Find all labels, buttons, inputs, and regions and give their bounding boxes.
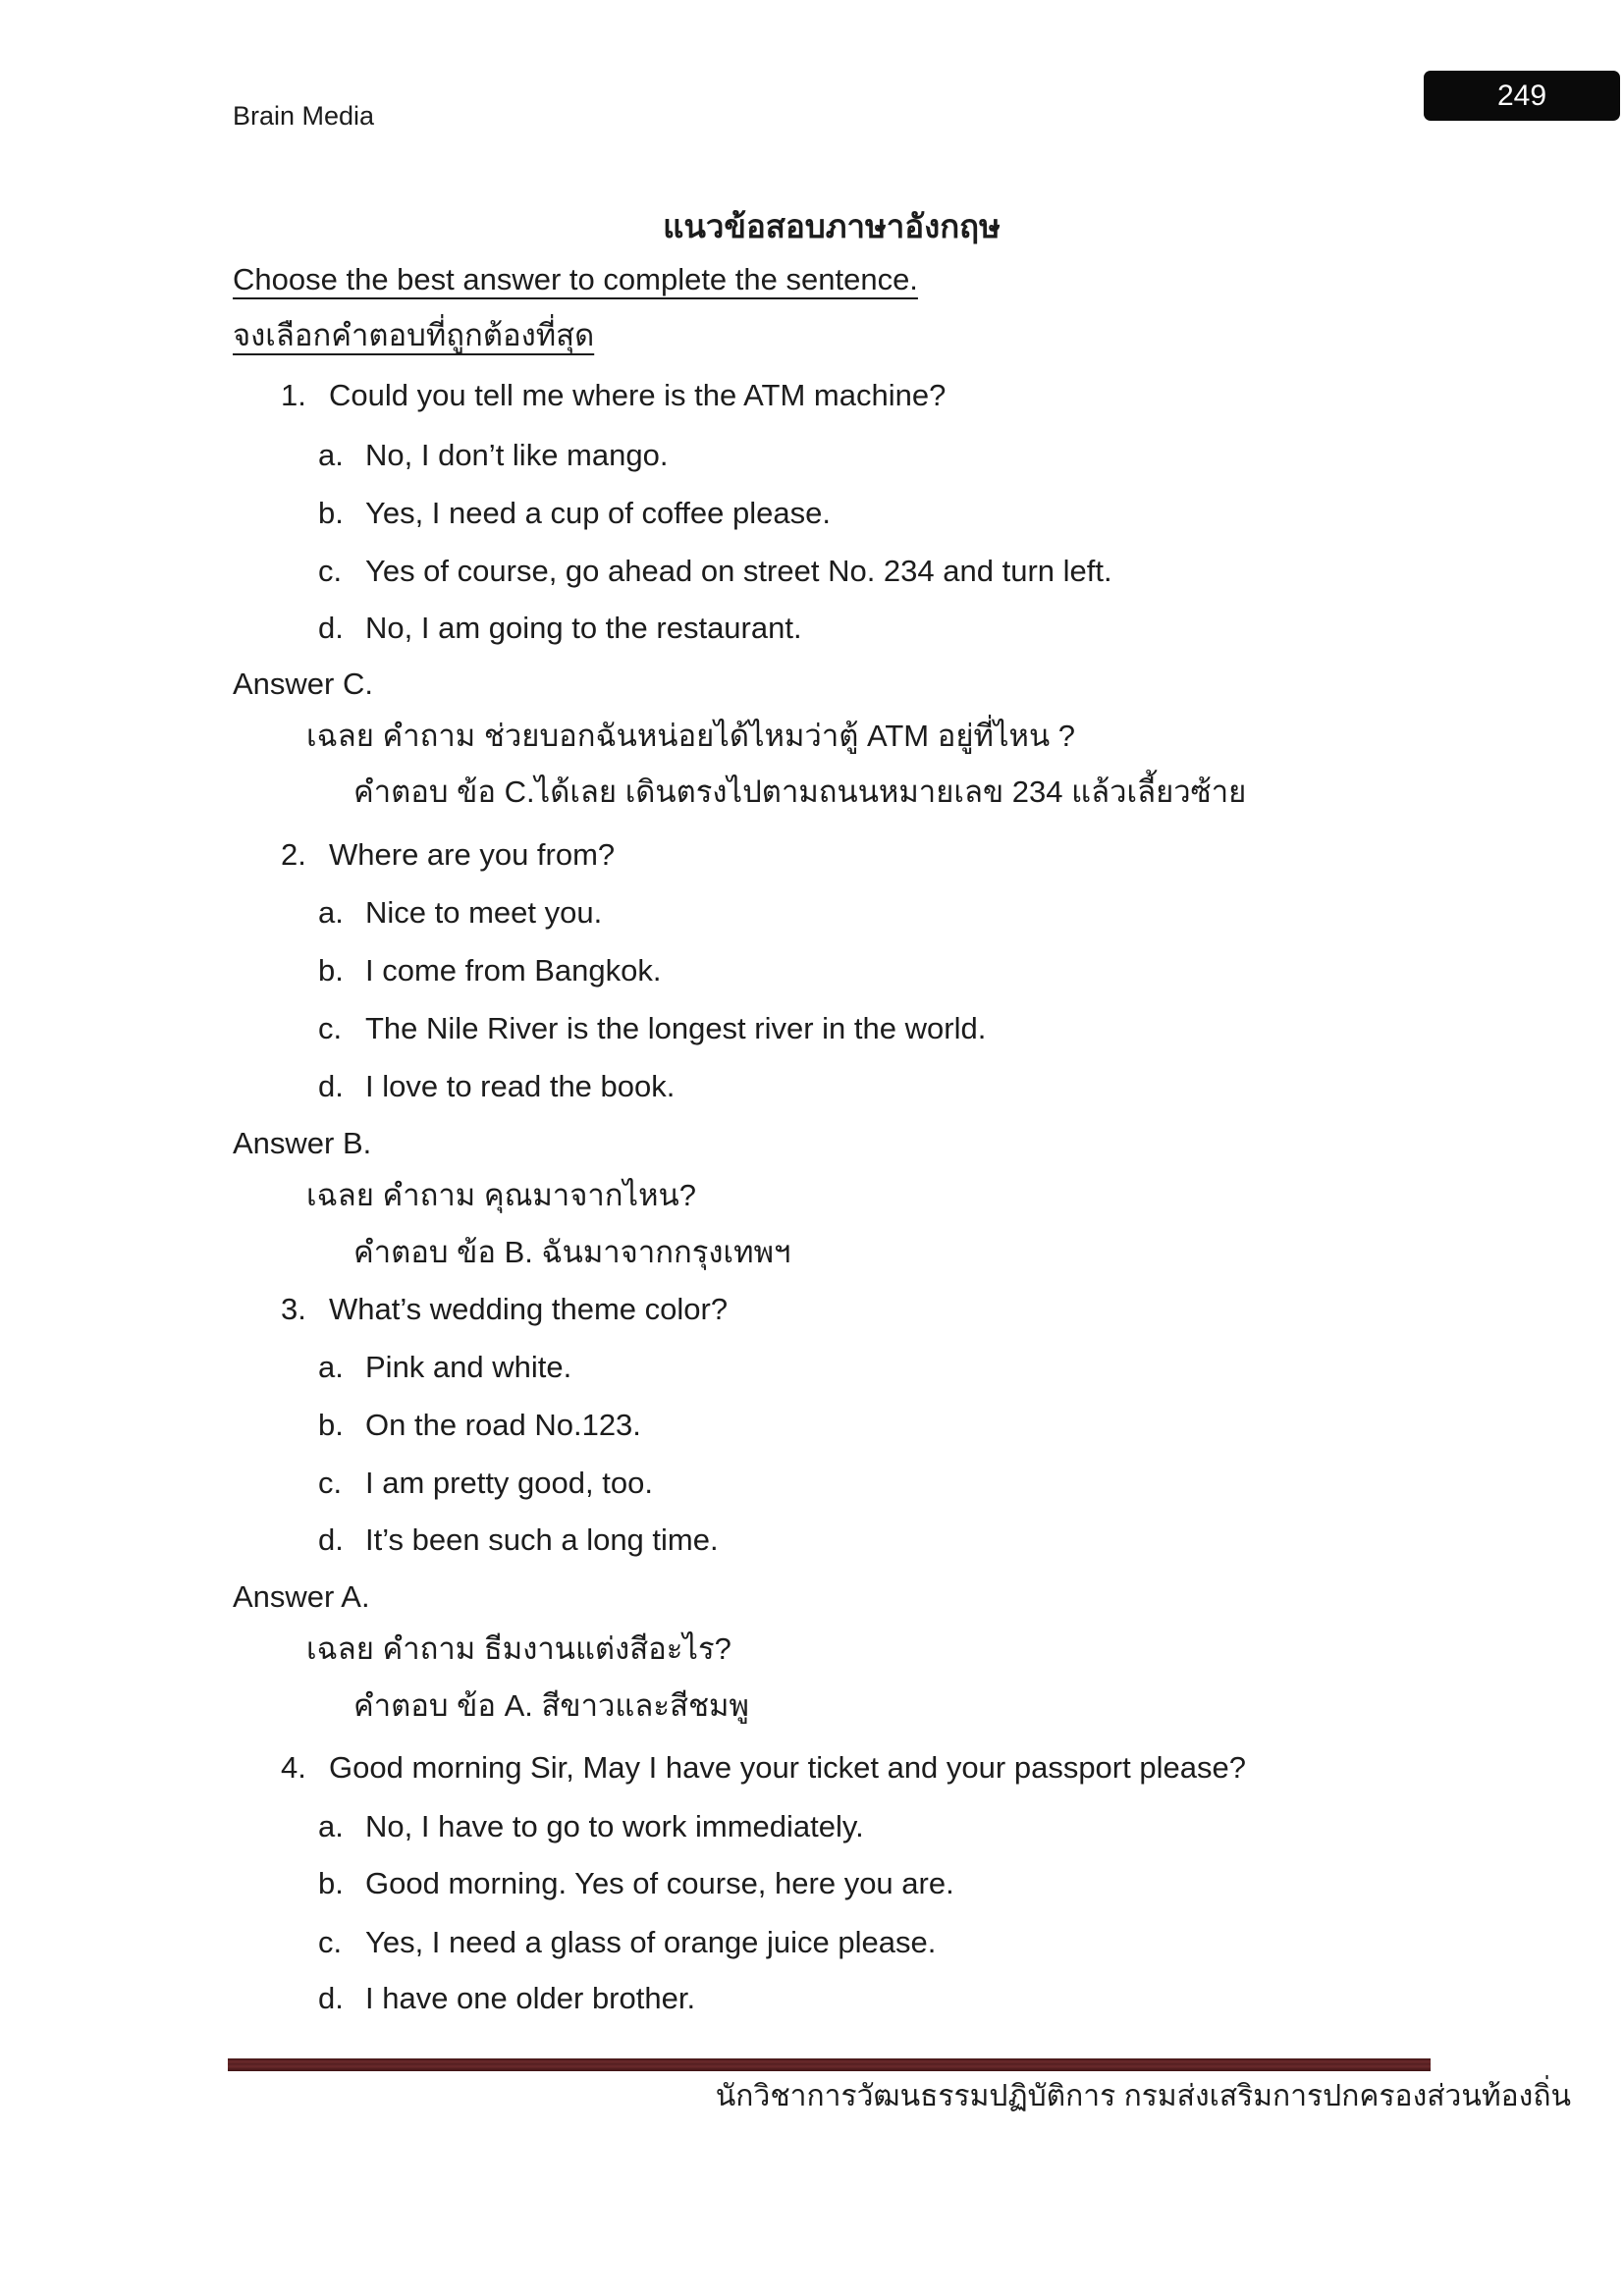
option-text: I love to read the book. <box>365 1069 676 1103</box>
option-letter: c. <box>318 1466 343 1500</box>
option-letter: c. <box>318 1011 343 1045</box>
option-letter: d. <box>318 1069 344 1103</box>
question-text: Good morning Sir, May I have your ticket and your passport please? <box>329 1750 1246 1785</box>
question-text: Could you tell me where is the ATM machine? <box>329 378 947 412</box>
answer-line: Answer C. <box>233 667 373 701</box>
option-line <box>318 1518 719 1563</box>
instruction-thai: จงเลือกคำตอบที่ถูกต้องที่สุด <box>233 318 595 352</box>
option-line <box>318 1461 653 1506</box>
option-line <box>318 433 668 478</box>
option-letter: b. <box>318 953 344 988</box>
option-letter: c. <box>318 1925 343 1959</box>
question-number: 3. <box>281 1292 306 1326</box>
option-line <box>318 1403 641 1448</box>
option-line <box>318 606 802 651</box>
option-line <box>318 1861 954 1906</box>
option-letter: c. <box>318 554 343 588</box>
option-text: It’s been such a long time. <box>365 1522 719 1557</box>
option-text: No, I don’t like mango. <box>365 438 669 472</box>
option-line <box>318 1345 571 1390</box>
question-number: 2. <box>281 837 306 872</box>
question-line <box>281 832 615 878</box>
explanation-question-line: เฉลย คำถาม คุณมาจากไหน? <box>306 1178 696 1212</box>
option-letter: a. <box>318 895 344 930</box>
option-line <box>318 549 1112 594</box>
answer-line: Answer A. <box>233 1579 370 1614</box>
option-line <box>318 1064 675 1109</box>
page-title: แนวข้อสอบภาษาอังกฤษ <box>663 208 1001 244</box>
option-text: Yes of course, go ahead on street No. 234 and turn left. <box>365 554 1112 588</box>
footer-credit: นักวิชาการวัฒนธรรมปฏิบัติการ กรมส่งเสริมการปกครองส่วนท้องถิ่น <box>715 2080 1571 2112</box>
option-text: Yes, I need a cup of coffee please. <box>365 496 831 530</box>
option-text: On the road No.123. <box>365 1408 641 1442</box>
question-number: 1. <box>281 378 306 412</box>
option-text: I am pretty good, too. <box>365 1466 653 1500</box>
option-text: Yes, I need a glass of orange juice please. <box>365 1925 937 1959</box>
question-line <box>281 373 946 418</box>
option-line <box>318 1976 695 2021</box>
option-text: Nice to meet you. <box>365 895 603 930</box>
explanation-question-line: เฉลย คำถาม ช่วยบอกฉันหน่อยได้ไหมว่าตู้ ATM อยู่ที่ไหน ? <box>306 719 1076 753</box>
option-line <box>318 1920 936 1965</box>
option-letter: b. <box>318 1866 344 1900</box>
instruction-english: Choose the best answer to complete the sentence. <box>233 262 918 296</box>
option-line <box>318 948 662 993</box>
option-letter: a. <box>318 1809 344 1843</box>
option-text: I have one older brother. <box>365 1981 696 2015</box>
option-text: I come from Bangkok. <box>365 953 662 988</box>
option-line <box>318 890 602 935</box>
option-text: No, I am going to the restaurant. <box>365 611 802 645</box>
option-line <box>318 1006 986 1051</box>
question-line <box>281 1287 728 1332</box>
question-line <box>281 1745 1246 1790</box>
option-letter: b. <box>318 496 344 530</box>
option-text: No, I have to go to work immediately. <box>365 1809 864 1843</box>
question-text: Where are you from? <box>329 837 616 872</box>
option-line <box>318 1804 864 1849</box>
page-number: 249 <box>1496 79 1547 112</box>
explanation-answer-line: คำตอบ ข้อ C.ได้เลย เดินตรงไปตามถนนหมายเลข 234 แล้วเลี้ยวซ้าย <box>353 774 1247 809</box>
option-text: Good morning. Yes of course, here you are. <box>365 1866 954 1900</box>
page-number-badge <box>1424 71 1620 121</box>
explanation-answer-line: คำตอบ ข้อ A. สีขาวและสีชมพู <box>353 1688 749 1723</box>
answer-line: Answer B. <box>233 1126 372 1160</box>
explanation-answer-line: คำตอบ ข้อ B. ฉันมาจากกรุงเทพฯ <box>353 1235 791 1269</box>
option-text: The Nile River is the longest river in the world. <box>365 1011 987 1045</box>
option-letter: d. <box>318 1522 344 1557</box>
brand-label: Brain Media <box>233 101 375 131</box>
option-letter: a. <box>318 1350 344 1384</box>
option-letter: a. <box>318 438 344 472</box>
footer-divider-bar <box>228 2058 1431 2071</box>
explanation-question-line: เฉลย คำถาม ธีมงานแต่งสีอะไร? <box>306 1631 731 1666</box>
option-letter: d. <box>318 611 344 645</box>
question-text: What’s wedding theme color? <box>329 1292 729 1326</box>
option-letter: d. <box>318 1981 344 2015</box>
question-number: 4. <box>281 1750 306 1785</box>
option-letter: b. <box>318 1408 344 1442</box>
option-text: Pink and white. <box>365 1350 572 1384</box>
option-line <box>318 491 831 536</box>
